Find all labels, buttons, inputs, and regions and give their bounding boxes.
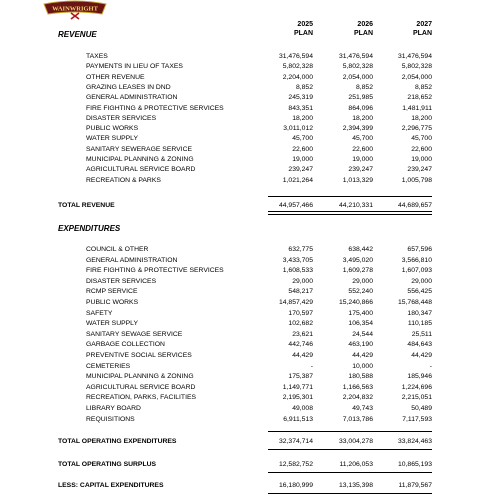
line-item-value: 1,013,329 [342,176,373,184]
total-revenue-row [0,201,500,211]
expenditures-title: EXPENDITURES [58,224,121,233]
line-item-value: 50,489 [411,405,432,412]
line-item-value: 5,802,328 [342,63,373,71]
line-item-value: 49,743 [352,405,373,412]
line-item-value: 1,021,264 [282,176,313,184]
line-item-row [0,165,500,175]
line-item-value: 463,190 [348,341,373,349]
surplus-underline [268,472,432,473]
wainwright-logo [42,0,108,20]
line-item-row [0,114,500,124]
total-2027: 33,824,463 [397,438,432,445]
line-item-label: PREVENTIVE SOCIAL SERVICES [86,352,192,359]
line-item-value: 19,000 [292,156,313,163]
line-item-value: 2,394,399 [342,125,373,133]
line-item-row [0,287,500,297]
line-item-row [0,383,500,393]
total-2025: 44,957,466 [278,202,313,209]
line-item-value: 8,852 [414,83,432,91]
line-item-label: MUNICIPAL PLANNING & ZONING [86,156,194,163]
total-label: TOTAL OPERATING SURPLUS [58,461,157,468]
line-item-row [0,256,500,266]
surplus-2025: 12,582,752 [278,461,313,468]
line-item-row [0,415,500,425]
line-item-value: 657,596 [407,246,432,253]
line-item-value: 18,200 [411,114,432,122]
line-item-row [0,124,500,134]
line-item-value: 19,000 [411,156,432,163]
line-item-row [0,372,500,382]
col-header-2027 [372,20,432,38]
line-item-value: 7,013,786 [342,415,373,423]
line-item-value: 22,600 [411,145,432,153]
line-item-row [0,52,500,62]
line-item-value: 29,000 [411,277,432,285]
capital-2026: 13,135,398 [338,482,373,489]
line-item-value: 15,240,866 [338,299,373,306]
line-item-value: 22,600 [292,145,313,153]
line-item-row [0,73,500,83]
line-item-row [0,93,500,103]
line-item-row [0,309,500,319]
line-item-value: 245,319 [288,94,313,102]
line-item-row [0,145,500,155]
line-item-value: 3,433,705 [282,256,313,264]
line-item-label: RECREATION & PARKS [86,176,161,184]
line-item-row [0,266,500,276]
line-item-value: 10,000 [352,362,373,370]
revenue-underline [268,196,432,197]
line-item-value: 2,204,000 [282,73,313,81]
line-item-label: SANITARY SEWERAGE SERVICE [86,145,193,153]
line-item-value: 18,200 [352,114,373,122]
expenditures-underline [268,431,432,432]
col-year: 2025 [297,21,313,28]
line-item-value: 29,000 [292,277,313,285]
line-item-row [0,83,500,93]
line-item-label: WATER SUPPLY [86,320,138,328]
line-item-row [0,134,500,144]
line-item-row [0,155,500,165]
line-item-label: REQUISITIONS [86,415,135,423]
line-item-value: 1,481,911 [402,104,432,112]
line-item-value: 102,682 [288,320,313,328]
col-year: 2026 [357,21,373,28]
line-item-label: LIBRARY BOARD [86,405,141,412]
line-item-value: 1,607,093 [401,267,432,275]
line-item-value: 19,000 [352,156,373,163]
line-item-value: 3,495,020 [342,256,373,264]
col-sub: PLAN [293,30,313,37]
line-item-label: RECREATION, PARKS, FACILITIES [86,394,197,402]
line-item-value: 239,247 [407,166,432,174]
col-year: 2027 [416,21,432,28]
line-item-value: 175,387 [288,373,313,381]
line-item-value: 251,985 [348,94,373,102]
line-item-value: 170,597 [288,309,313,317]
line-item-row [0,351,500,361]
line-item-value: 5,802,328 [282,63,313,71]
line-item-label: GRAZING LEASES IN DND [86,83,171,91]
col-sub: PLAN [353,30,373,37]
line-item-value: 175,400 [348,309,373,317]
line-item-value: 3,566,810 [401,256,432,264]
line-item-label: GENERAL ADMINISTRATION [86,94,178,102]
line-item-value: 218,652 [407,94,432,102]
line-item-value: 180,588 [348,373,373,381]
logo-text: WAINWRIGHT [52,5,98,13]
line-item-label: PUBLIC WORKS [86,125,139,133]
line-item-value: 22,600 [352,145,373,153]
line-item-value: 552,240 [348,288,373,296]
line-item-value: 2,054,000 [342,73,373,81]
line-item-value: 31,476,594 [278,53,313,60]
expenditures-total-underline [268,449,432,450]
line-item-value: 49,008 [292,405,313,412]
total-label: TOTAL OPERATING EXPENDITURES [58,438,177,445]
line-item-value: 3,011,012 [283,125,313,133]
line-item-value: 2,195,301 [282,394,313,402]
line-item-value: 442,746 [288,341,313,349]
line-item-value: 556,425 [407,288,432,296]
line-item-value: 843,351 [288,104,313,112]
line-item-label: GENERAL ADMINISTRATION [86,256,178,264]
line-item-value: 632,775 [288,246,313,253]
line-item-value: 45,700 [352,135,373,143]
line-item-value: 548,217 [288,288,313,296]
line-item-value: - [310,362,313,370]
line-item-value: 239,247 [348,166,373,174]
line-item-value: 864,096 [348,104,373,112]
line-item-value: 185,946 [407,373,432,381]
line-item-value: 45,700 [411,135,432,143]
total-2027: 44,689,657 [397,202,432,209]
line-item-value: 5,802,328 [401,63,432,71]
line-item-value: 25,511 [411,330,432,338]
line-item-value: 484,643 [407,341,432,349]
surplus-2026: 11,206,053 [339,461,373,468]
line-item-label: FIRE FIGHTING & PROTECTIVE SERVICES [86,104,224,112]
line-item-label: FIRE FIGHTING & PROTECTIVE SERVICES [86,267,224,275]
line-item-value: 23,621 [292,330,313,338]
line-item-label: SANITARY SEWAGE SERVICE [86,330,183,338]
capital-2025: 16,180,999 [278,482,313,489]
line-item-row [0,104,500,114]
col-sub: PLAN [412,30,432,37]
line-item-value: 44,429 [352,352,373,359]
line-item-label: SAFETY [86,309,113,317]
line-item-value: 18,200 [292,114,313,122]
line-item-value: 45,700 [292,135,313,143]
line-item-value: 180,347 [407,309,432,317]
total-2026: 33,004,278 [338,438,373,445]
revenue-title: REVENUE [58,30,97,39]
line-item-label: DISASTER SERVICES [86,114,157,122]
line-item-value: 1,608,533 [282,267,313,275]
line-item-value: 15,768,448 [397,299,432,306]
total-operating-expenditures-row [0,437,500,447]
line-item-row [0,340,500,350]
line-item-value: 7,117,593 [402,415,432,423]
col-header-2026 [313,20,373,38]
line-item-row [0,245,500,255]
line-item-value: 2,054,000 [401,73,432,81]
line-item-value: 239,247 [288,166,313,174]
surplus-2027: 10,865,193 [397,461,432,468]
capital-expenditures-row [0,481,500,491]
line-item-value: 1,609,278 [342,267,373,275]
line-item-label: AGRICULTURAL SERVICE BOARD [86,166,196,174]
total-2025: 32,374,714 [278,438,313,445]
line-item-label: PAYMENTS IN LIEU OF TAXES [86,63,183,71]
line-item-row [0,176,500,186]
line-item-value: 2,215,051 [401,394,432,402]
line-item-label: RCMP SERVICE [86,288,138,296]
capital-2027: 11,879,567 [398,482,432,489]
line-item-value: 638,442 [348,246,373,253]
line-item-label: WATER SUPPLY [86,135,138,143]
line-item-row [0,330,500,340]
line-item-value: - [429,362,432,370]
line-item-row [0,404,500,414]
line-item-value: 8,852 [355,83,373,91]
line-item-label: GARBAGE COLLECTION [86,341,165,349]
line-item-value: 2,204,832 [342,394,373,402]
line-item-label: OTHER REVENUE [86,73,145,81]
capital-underline [268,493,432,494]
line-item-value: 1,166,563 [342,383,373,391]
line-item-value: 106,354 [348,320,373,328]
line-item-label: DISASTER SERVICES [86,277,157,285]
line-item-label: COUNCIL & OTHER [86,246,149,253]
line-item-value: 1,005,798 [401,176,432,184]
line-item-row [0,393,500,403]
col-header-2025 [253,20,313,38]
total-label: LESS: CAPITAL EXPENDITURES [58,482,164,489]
line-item-value: 14,857,429 [278,299,313,306]
line-item-value: 24,544 [352,330,373,338]
line-item-label: PUBLIC WORKS [86,299,139,306]
line-item-row [0,62,500,72]
line-item-value: 110,185 [407,320,432,328]
line-item-value: 29,000 [352,277,373,285]
line-item-value: 2,296,775 [401,125,432,133]
line-item-value: 31,476,594 [338,53,373,60]
line-item-value: 44,429 [292,352,313,359]
line-item-value: 1,224,696 [401,383,432,391]
line-item-label: AGRICULTURAL SERVICE BOARD [86,383,196,391]
line-item-row [0,319,500,329]
line-item-row [0,362,500,372]
total-2026: 44,210,331 [338,202,373,209]
line-item-label: CEMETERIES [86,362,131,370]
total-operating-surplus-row [0,460,500,470]
line-item-row [0,298,500,308]
total-label: TOTAL REVENUE [58,202,115,209]
line-item-value: 1,149,771 [282,383,313,391]
line-item-value: 31,476,594 [397,53,432,60]
revenue-double-underline [268,211,432,215]
line-item-value: 44,429 [411,352,432,359]
line-item-label: TAXES [86,53,108,60]
line-item-value: 6,911,513 [283,415,313,423]
line-item-label: MUNICIPAL PLANNING & ZONING [86,373,194,381]
line-item-value: 8,852 [295,83,313,91]
line-item-row [0,277,500,287]
